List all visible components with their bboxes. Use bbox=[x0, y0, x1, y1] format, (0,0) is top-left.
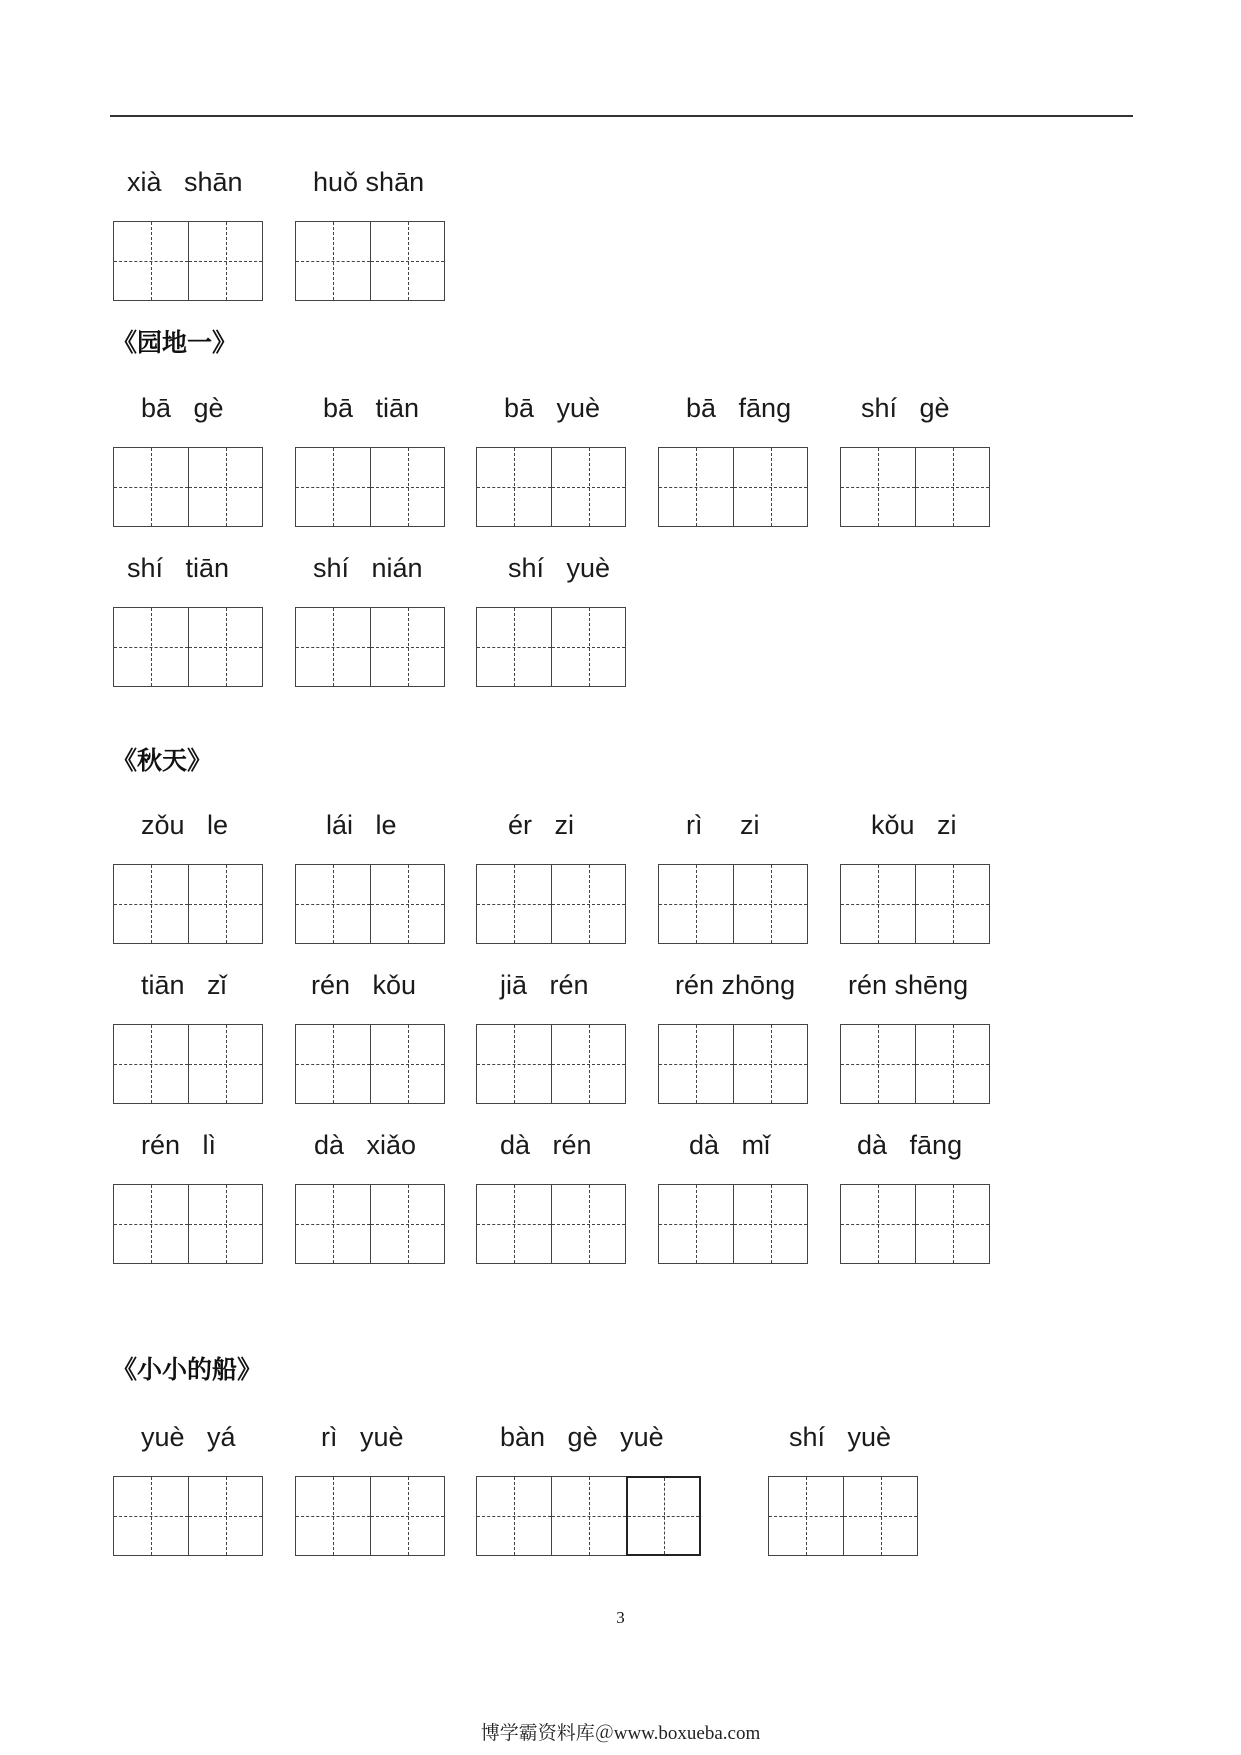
grid-cell[interactable] bbox=[551, 1184, 626, 1264]
grid-cell[interactable] bbox=[370, 1476, 445, 1556]
writing-grid[interactable] bbox=[476, 607, 626, 687]
pinyin-label: bàn gè yuè bbox=[500, 1422, 664, 1452]
grid-cell[interactable] bbox=[113, 864, 188, 944]
grid-cell[interactable] bbox=[840, 1024, 915, 1104]
grid-cell[interactable] bbox=[370, 1024, 445, 1104]
pinyin-label: ér zi bbox=[508, 810, 575, 840]
pinyin-label: bā gè bbox=[141, 393, 224, 423]
grid-cell[interactable] bbox=[476, 1184, 551, 1264]
writing-grid[interactable] bbox=[113, 447, 263, 527]
grid-cell[interactable] bbox=[113, 1476, 188, 1556]
grid-cell[interactable] bbox=[658, 447, 733, 527]
writing-grid[interactable] bbox=[840, 1024, 990, 1104]
footer-watermark: 博学霸资料库＠www.boxueba.com bbox=[480, 1723, 761, 1744]
grid-cell[interactable] bbox=[370, 1184, 445, 1264]
grid-cell[interactable] bbox=[295, 1476, 370, 1556]
pinyin-label: dà fāng bbox=[857, 1130, 963, 1160]
grid-cell[interactable] bbox=[626, 1476, 701, 1556]
pinyin-label: shí tiān bbox=[127, 553, 230, 583]
writing-grid[interactable] bbox=[295, 1184, 445, 1264]
grid-cell[interactable] bbox=[370, 221, 445, 301]
writing-grid[interactable] bbox=[113, 1476, 263, 1556]
grid-cell[interactable] bbox=[733, 1024, 808, 1104]
section-title: 《秋天》 bbox=[112, 746, 213, 775]
grid-cell[interactable] bbox=[113, 1024, 188, 1104]
pinyin-label: jiā rén bbox=[500, 970, 589, 1000]
writing-grid[interactable] bbox=[658, 1184, 808, 1264]
grid-cell[interactable] bbox=[840, 864, 915, 944]
writing-grid[interactable] bbox=[295, 1476, 445, 1556]
writing-grid[interactable] bbox=[840, 1184, 990, 1264]
pinyin-label: dà mǐ bbox=[689, 1130, 771, 1160]
pinyin-label: huǒ shān bbox=[313, 167, 425, 197]
grid-cell[interactable] bbox=[551, 607, 626, 687]
grid-cell[interactable] bbox=[295, 607, 370, 687]
grid-cell[interactable] bbox=[188, 447, 263, 527]
writing-grid[interactable] bbox=[658, 447, 808, 527]
grid-cell[interactable] bbox=[295, 221, 370, 301]
grid-cell[interactable] bbox=[188, 607, 263, 687]
pinyin-label: yuè yá bbox=[141, 1422, 236, 1452]
writing-grid[interactable] bbox=[295, 221, 445, 301]
pinyin-label: kǒu zi bbox=[871, 810, 957, 840]
grid-cell[interactable] bbox=[113, 221, 188, 301]
grid-cell[interactable] bbox=[843, 1476, 918, 1556]
grid-cell[interactable] bbox=[188, 1476, 263, 1556]
pinyin-label: zǒu le bbox=[141, 810, 229, 840]
grid-cell[interactable] bbox=[551, 447, 626, 527]
pinyin-label: shí yuè bbox=[508, 553, 611, 583]
grid-cell[interactable] bbox=[840, 1184, 915, 1264]
pinyin-label: bā fāng bbox=[686, 393, 792, 423]
grid-cell[interactable] bbox=[476, 864, 551, 944]
pinyin-label: rén kǒu bbox=[311, 970, 417, 1000]
writing-grid[interactable] bbox=[476, 1476, 701, 1556]
pinyin-label: shí nián bbox=[313, 553, 423, 583]
grid-cell[interactable] bbox=[658, 1184, 733, 1264]
pinyin-label: rén shēng bbox=[848, 970, 969, 1000]
grid-cell[interactable] bbox=[915, 1024, 990, 1104]
writing-grid[interactable] bbox=[658, 864, 808, 944]
writing-grid[interactable] bbox=[295, 864, 445, 944]
writing-grid[interactable] bbox=[295, 607, 445, 687]
grid-cell[interactable] bbox=[295, 1184, 370, 1264]
writing-grid[interactable] bbox=[840, 447, 990, 527]
pinyin-label: shí yuè bbox=[789, 1422, 892, 1452]
pinyin-label: rén zhōng bbox=[675, 970, 796, 1000]
writing-grid[interactable] bbox=[295, 1024, 445, 1104]
grid-cell[interactable] bbox=[295, 1024, 370, 1104]
grid-cell[interactable] bbox=[733, 864, 808, 944]
pinyin-label: bā yuè bbox=[504, 393, 601, 423]
grid-cell[interactable] bbox=[295, 864, 370, 944]
pinyin-label: xià shān bbox=[127, 167, 243, 197]
grid-cell[interactable] bbox=[733, 447, 808, 527]
pinyin-label: rì yuè bbox=[321, 1422, 404, 1452]
grid-cell[interactable] bbox=[188, 221, 263, 301]
grid-cell[interactable] bbox=[370, 607, 445, 687]
pinyin-label: rén lì bbox=[141, 1130, 217, 1160]
writing-grid[interactable] bbox=[476, 1024, 626, 1104]
pinyin-label: tiān zǐ bbox=[141, 970, 227, 1000]
writing-grid[interactable] bbox=[840, 864, 990, 944]
writing-grid[interactable] bbox=[658, 1024, 808, 1104]
pinyin-label: dà xiǎo bbox=[314, 1130, 417, 1160]
grid-cell[interactable] bbox=[113, 1184, 188, 1264]
writing-grid[interactable] bbox=[476, 864, 626, 944]
grid-cell[interactable] bbox=[840, 447, 915, 527]
grid-cell[interactable] bbox=[658, 1024, 733, 1104]
writing-grid[interactable] bbox=[476, 1184, 626, 1264]
grid-cell[interactable] bbox=[476, 607, 551, 687]
pinyin-label: shí gè bbox=[861, 393, 950, 423]
section-title: 《小小的船》 bbox=[112, 1355, 263, 1384]
section-title: 《园地一》 bbox=[112, 328, 238, 357]
grid-cell[interactable] bbox=[188, 1184, 263, 1264]
grid-cell[interactable] bbox=[768, 1476, 843, 1556]
writing-grid[interactable] bbox=[113, 864, 263, 944]
pinyin-label: bā tiān bbox=[323, 393, 420, 423]
writing-grid[interactable] bbox=[113, 1024, 263, 1104]
grid-cell[interactable] bbox=[295, 447, 370, 527]
pinyin-label: dà rén bbox=[500, 1130, 592, 1160]
grid-cell[interactable] bbox=[551, 1024, 626, 1104]
pinyin-label: rì zi bbox=[686, 810, 760, 840]
grid-cell[interactable] bbox=[658, 864, 733, 944]
grid-cell[interactable] bbox=[476, 447, 551, 527]
writing-grid[interactable] bbox=[768, 1476, 918, 1556]
grid-cell[interactable] bbox=[370, 447, 445, 527]
page-number: 3 bbox=[616, 1608, 625, 1627]
grid-cell[interactable] bbox=[476, 1476, 551, 1556]
writing-grid[interactable] bbox=[476, 447, 626, 527]
writing-grid[interactable] bbox=[113, 221, 263, 301]
grid-cell[interactable] bbox=[915, 447, 990, 527]
grid-cell[interactable] bbox=[188, 864, 263, 944]
pinyin-label: lái le bbox=[326, 810, 397, 840]
grid-cell[interactable] bbox=[113, 607, 188, 687]
grid-cell[interactable] bbox=[113, 447, 188, 527]
grid-cell[interactable] bbox=[733, 1184, 808, 1264]
grid-cell[interactable] bbox=[551, 864, 626, 944]
grid-cell[interactable] bbox=[370, 864, 445, 944]
grid-cell[interactable] bbox=[188, 1024, 263, 1104]
header-rule bbox=[110, 115, 1133, 117]
grid-cell[interactable] bbox=[551, 1476, 626, 1556]
writing-grid[interactable] bbox=[295, 447, 445, 527]
grid-cell[interactable] bbox=[476, 1024, 551, 1104]
writing-grid[interactable] bbox=[113, 1184, 263, 1264]
grid-cell[interactable] bbox=[915, 1184, 990, 1264]
writing-grid[interactable] bbox=[113, 607, 263, 687]
grid-cell[interactable] bbox=[915, 864, 990, 944]
